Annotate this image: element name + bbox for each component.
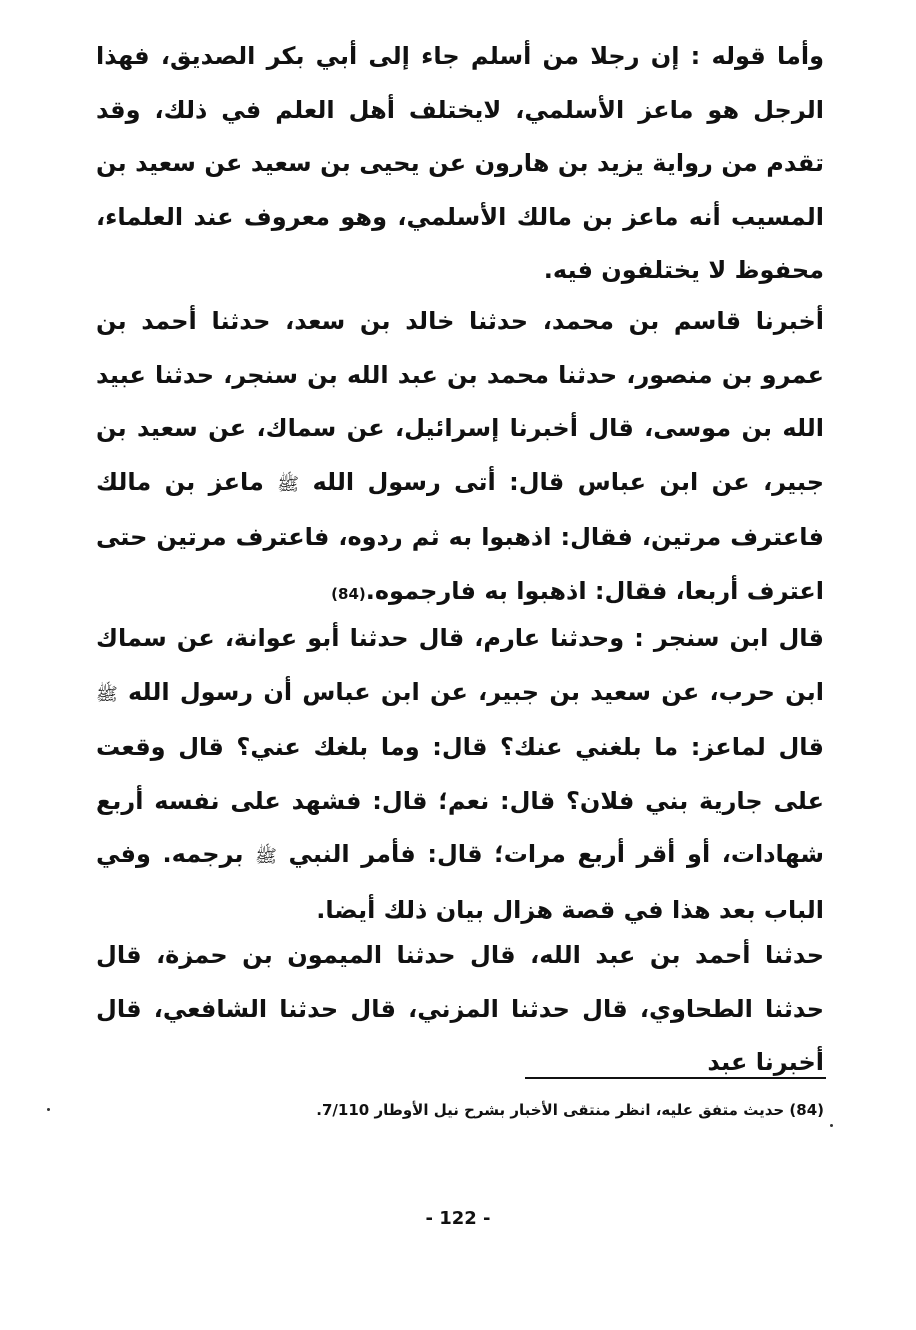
footnote-separator [525, 1077, 826, 1079]
salutation-glyph: ﷺ [277, 473, 300, 495]
page-number: - 122 - [425, 1208, 491, 1229]
scan-speck [830, 1124, 833, 1127]
scan-speck [47, 1108, 50, 1111]
footnote-reference: (84) [331, 584, 366, 603]
paragraph-1 [96, 30, 824, 298]
paragraph-2-text-a: أخبرنا قاسم بن محمد، حدثنا خالد بن سعد، حدثنا أحمد بن عمرو بن منصور، حدثنا محمد بن عبد الله بن سنجر، حدثنا عبيد الله بن موسى، قال أخبرنا إسرائيل، عن سماك، عن سعيد بن جبير، عن ابن عباس قال: أتى رسول الله [96, 307, 825, 496]
paragraph-4 [96, 929, 824, 1090]
paragraph-3-text-b: قال لماعز: ما بلغني عنك؟ قال: وما بلغك عني؟ قال وقعت على جارية بني فلان؟ قال: نعم؛ قال: فشهد على نفسه أربع شهادات، أو أقر أربع مرات؛ قال: فأمر النبي [96, 733, 825, 868]
salutation-glyph: ﷺ [255, 846, 277, 867]
footnote: (84) حديث متفق عليه، انظر منتقى الأخبار بشرح نيل الأوطار 7/110. [316, 1101, 824, 1119]
paragraph-3-body [96, 612, 824, 937]
paragraph-4-text: حدثنا أحمد بن عبد الله، قال حدثنا الميمون بن حمزة، قال حدثنا الطحاوي، قال حدثنا المزني، قال حدثنا الشافعي، قال أخبرنا عبد [96, 941, 824, 1076]
salutation-glyph: ﷺ [96, 683, 118, 705]
paragraph-1-text: وأما قوله : إن رجلا من أسلم جاء إلى أبي بكر الصديق، فهذا الرجل هو ماعز الأسلمي، لايختلف أهل العلم في ذلك، وقد تقدم من رواية يزيد بن هارون عن يحيى بن سعيد عن سعيد بن المسيب أنه ماعز بن مالك الأسلمي، وهو معروف عند العلماء، محفوظ لا يختلفون فيه. [96, 42, 824, 284]
paragraph-2-body [96, 295, 824, 621]
paragraph-2 [96, 295, 824, 621]
paragraph-2-text-b: ماعز بن مالك فاعترف مرتين، فقال: اذهبوا به ثم ردوه، فاعترف مرتين حتى اعترف أربعا، فقال: اذهبوا به فارجموه. [96, 467, 824, 605]
paragraph-3 [96, 612, 824, 937]
paragraph-3-text-c: برجمه. وفي الباب بعد هذا في قصة هزال بيان ذلك أيضا. [96, 840, 824, 924]
paragraph-3-text-a: قال ابن سنجر : وحدثنا عارم، قال حدثنا أبو عوانة، عن سماك ابن حرب، عن سعيد بن جبير، عن ابن عباس أن رسول الله [96, 624, 825, 706]
